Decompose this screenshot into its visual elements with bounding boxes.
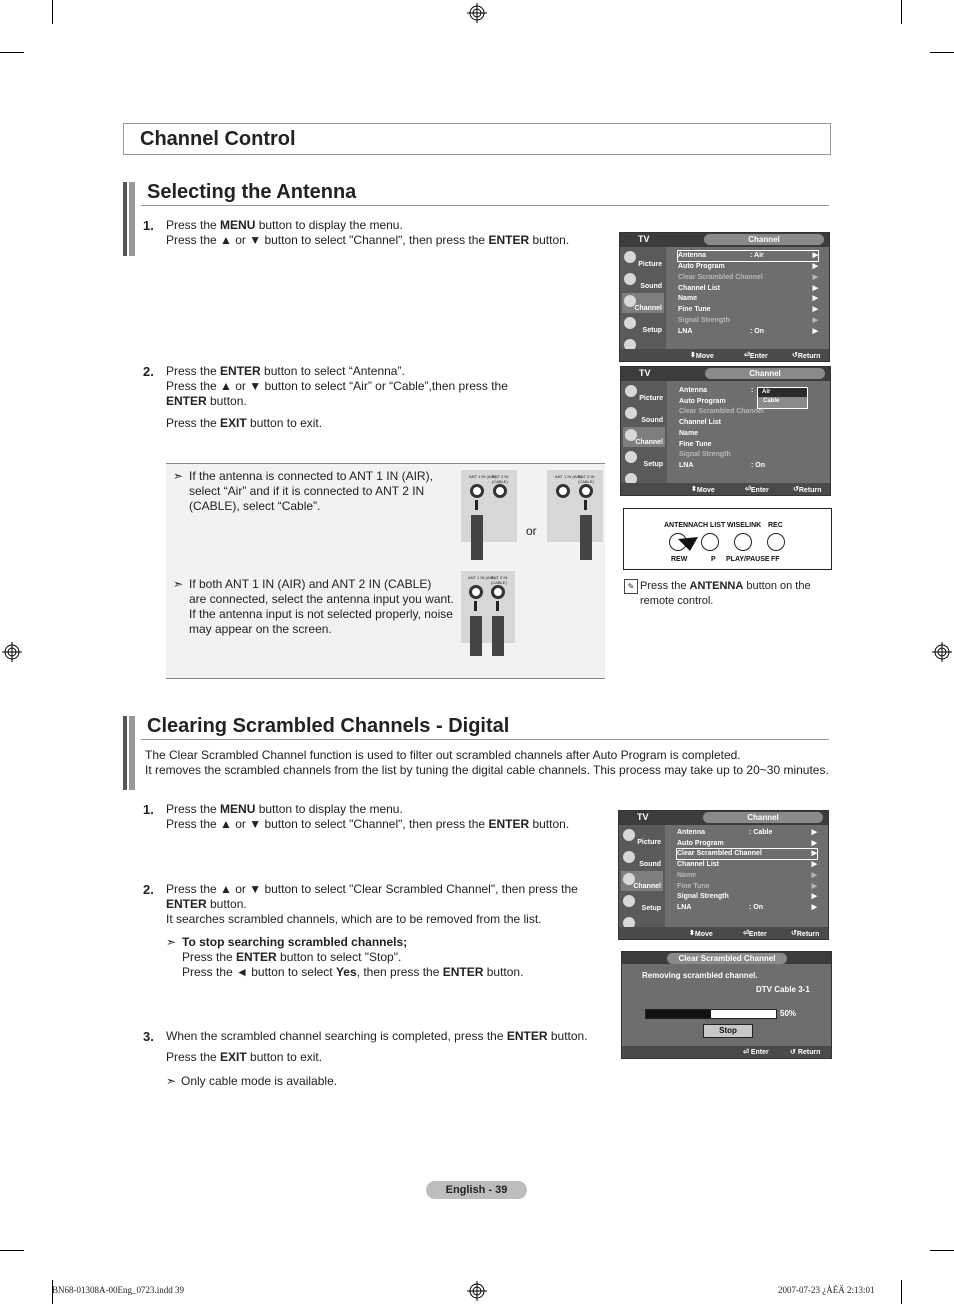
progress-percent: 50%	[780, 1009, 797, 1018]
registration-mark-icon	[932, 642, 952, 662]
remote-note: Press the ANTENNA button on the remote control.	[640, 580, 811, 607]
step-number: 1.	[143, 802, 154, 817]
sub-steps: To stop searching scrambled channels; Press the ENTER button to select "Stop". Press the ◄ button to select Yes, then press the ENTER button.	[182, 935, 524, 979]
footer-timestamp: 2007-07-23 ¿ÀÈÄ 2:13:01	[778, 1285, 875, 1295]
page-title-box	[123, 123, 831, 155]
progress-fill	[646, 1010, 711, 1018]
section-bar	[123, 716, 135, 790]
or-label: or	[526, 524, 537, 538]
note-icon: ➣	[173, 577, 184, 591]
antenna-diagram-both: ANT 1 IN (AIR) ANT 2 IN (CABLE)	[461, 571, 515, 643]
remote-icon: ✎	[624, 579, 638, 594]
step-text: Press the MENU button to display the menu. Press the ▲ or ▼ button to select "Channel", then press the ENTER button.	[166, 218, 570, 247]
step-text: Press the ▲ or ▼ button to select "Clear Scrambled Channel", then press the ENTER button. It searches scrambled channels, which are to be removed from the list.	[166, 882, 578, 926]
page-number: English - 39	[426, 1181, 527, 1199]
step-number: 3.	[143, 1029, 154, 1044]
step-text: Press the ENTER button to select “Antenna”. Press the ▲ or ▼ button to select “Air” or “Cable”,then press the ENTER button.	[166, 364, 508, 408]
remote-control-image: ANTENNA CH LIST WISELINK REC REW P PLAY/PAUSE FF	[623, 508, 832, 570]
antenna-diagram-air: ANT 1 IN (AIR) ANT 2 IN (CABLE)	[461, 470, 517, 542]
registration-mark-icon	[467, 1281, 487, 1301]
registration-mark-icon	[2, 642, 22, 662]
section-bar	[123, 182, 135, 256]
section-title-scrambled: Clearing Scrambled Channels - Digital	[147, 715, 510, 737]
antenna-diagram-cable: ANT 1 IN (AIR) ANT 2 IN (CABLE)	[547, 470, 603, 542]
page-title: Channel Control	[140, 128, 296, 150]
osd-clear-scrambled-menu: TV Channel Picture Sound Channel Setup Antenna : Cable ▶ Auto Program ▶ Clear Scrambled Channel ▶ Channel List ▶ Name ▶ Fine Tune ▶ Signal Strength ▶ LNA : On ▶ ⬍ Move ⏎ Enter ↺ Return	[618, 810, 829, 940]
intro-text: The Clear Scrambled Channel function is used to filter out scrambled channels after Auto Program is completed. It removes the scrambled channels from the list by tuning the digital cable channels. This process may take up to 20~30 minutes.	[145, 748, 829, 777]
pointer-arrow-icon	[678, 537, 702, 553]
section-title-antenna: Selecting the Antenna	[147, 181, 357, 203]
osd-antenna-select: TV Channel Picture Sound Channel Setup Antenna : Air Cable Auto Program Clear Scrambled Channel Channel List Name Fine Tune Signal Strength LNA : On ⬍ Move ⏎ Enter ↺ Return	[620, 366, 831, 496]
footer-file: BN68-01308A-00Eng_0723.indd 39	[52, 1285, 184, 1295]
progress-bar	[645, 1009, 777, 1019]
osd-progress-dialog: Clear Scrambled Channel Removing scrambled channel. DTV Cable 3-1 50% Stop ⏎ Enter ↺ Return	[621, 951, 832, 1059]
tip-text: If both ANT 1 IN (AIR) and ANT 2 IN (CABLE) are connected, select the antenna input you want. If the antenna input is not selected properly, noise may appear on the screen.	[189, 577, 454, 636]
step-text: Press the EXIT button to exit.	[166, 1050, 323, 1064]
step-number: 2.	[143, 882, 154, 897]
step-text: Press the MENU button to display the menu. Press the ▲ or ▼ button to select "Channel", then press the ENTER button.	[166, 802, 570, 831]
progress-line1: Removing scrambled channel.	[642, 971, 758, 980]
step-text: Press the EXIT button to exit.	[166, 416, 323, 430]
note-text: Only cable mode is available.	[181, 1074, 338, 1088]
section-rule	[141, 739, 829, 740]
step-number: 2.	[143, 364, 154, 379]
osd-channel-menu: TV Channel Picture Sound Channel Setup Antenna : Air ▶ Auto Program ▶ Clear Scrambled Channel ▶ Channel List ▶ Name ▶ Fine Tune ▶ Signal Strength ▶ LNA : On ▶ ⬍ Move ⏎ Enter ↺ Return	[619, 232, 830, 362]
note-icon: ➣	[166, 935, 177, 949]
section-rule	[141, 205, 829, 206]
tip-text: If the antenna is connected to ANT 1 IN (AIR), select “Air” and if it is connected to ANT 2 IN (CABLE), select “Cable”.	[189, 469, 433, 513]
progress-line2: DTV Cable 3-1	[756, 985, 810, 994]
registration-mark-icon	[467, 3, 487, 23]
progress-title: Clear Scrambled Channel	[667, 953, 787, 964]
step-number: 1.	[143, 218, 154, 233]
antenna-popup: Air Cable	[757, 387, 808, 409]
note-icon: ➣	[166, 1074, 177, 1088]
note-icon: ➣	[173, 469, 184, 483]
step-text: When the scrambled channel searching is completed, press the ENTER button.	[166, 1029, 588, 1043]
stop-button[interactable]: Stop	[703, 1024, 753, 1038]
